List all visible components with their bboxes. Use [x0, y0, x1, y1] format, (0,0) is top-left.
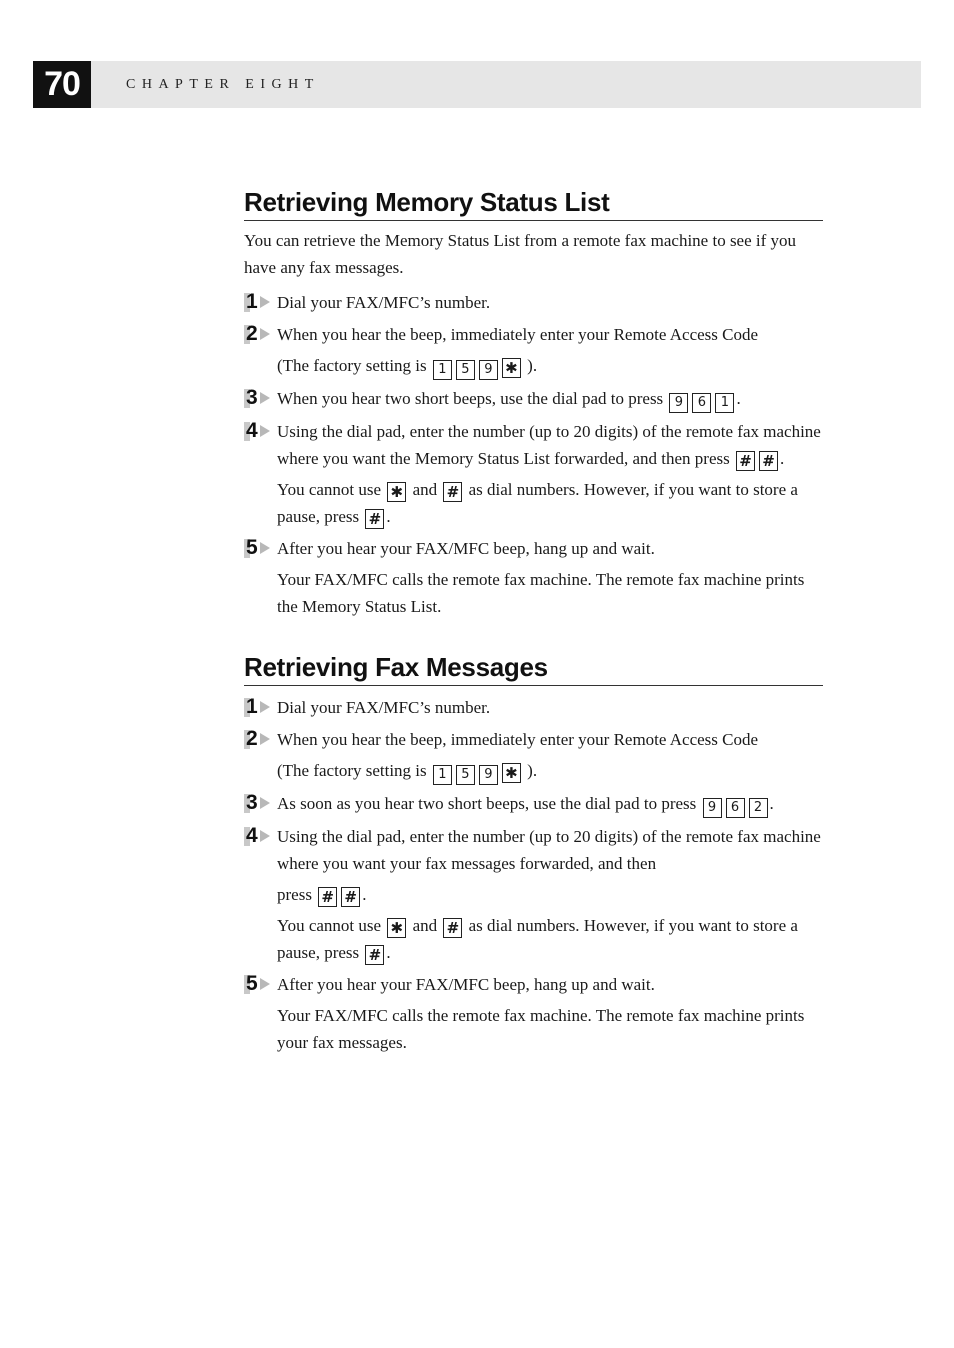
step-3: 3 As soon as you hear two short beeps, use the dial pad to press 9 6 2 .	[244, 790, 823, 818]
step-number: 4	[246, 824, 258, 847]
step-text: Using the dial pad, enter the number (up to 20 digits) of the remote fax machine where you want the Memory Status List forwarded, and then press	[277, 422, 821, 468]
key-9: 9	[669, 393, 688, 413]
step-arrow-icon	[260, 392, 270, 404]
section-title-fax-messages: Retrieving Fax Messages	[244, 650, 823, 686]
step-1	[244, 694, 823, 721]
step-number: 1	[246, 290, 258, 313]
step-number: 3	[246, 791, 258, 814]
key-hash-icon: #	[443, 482, 462, 502]
page-number: 70	[33, 61, 91, 108]
step-number: 2	[246, 727, 258, 750]
key-star-icon: ✱	[502, 358, 521, 378]
step-number: 4	[246, 419, 258, 442]
step-text: Dial your FAX/MFC’s number.	[277, 698, 491, 717]
key-6: 6	[726, 798, 745, 818]
key-9: 9	[703, 798, 722, 818]
step-arrow-icon	[260, 830, 270, 842]
step-note: (The factory setting is 1 5 9 ✱ ).	[244, 352, 823, 380]
key-hash-icon: #	[365, 509, 384, 529]
step-2	[244, 726, 823, 753]
step-3: 3 When you hear two short beeps, use the dial pad to press 9 6 1 .	[244, 385, 823, 413]
step-arrow-icon	[260, 701, 270, 713]
key-5: 5	[456, 765, 475, 785]
key-hash-icon: #	[365, 945, 384, 965]
key-hash-icon: #	[759, 451, 778, 471]
step-number: 3	[246, 386, 258, 409]
step-text: After you hear your FAX/MFC beep, hang up and wait.	[277, 539, 655, 558]
step-arrow-icon	[260, 797, 270, 809]
step-note: press # # .	[277, 885, 367, 906]
step-4	[244, 823, 823, 877]
step-note: Your FAX/MFC calls the remote fax machine. The remote fax machine prints the Memory Status List.	[277, 570, 805, 616]
key-9: 9	[479, 360, 498, 380]
step-text: When you hear the beep, immediately enter your Remote Access Code	[277, 325, 759, 344]
key-star-icon: ✱	[387, 918, 406, 938]
step-number: 5	[246, 536, 258, 559]
section-intro: You can retrieve the Memory Status List from a remote fax machine to see if you have any fax messages.	[244, 231, 797, 277]
key-1: 1	[433, 765, 452, 785]
page-content	[244, 185, 823, 1056]
key-star-icon: ✱	[387, 482, 406, 502]
key-6: 6	[692, 393, 711, 413]
step-text: Dial your FAX/MFC’s number.	[277, 293, 491, 312]
step-text: Using the dial pad, enter the number (up to 20 digits) of the remote fax machine where you want your fax messages forwarded, and then	[277, 827, 821, 873]
key-hash-icon: #	[318, 887, 337, 907]
chapter-title: CHAPTER EIGHT	[126, 77, 320, 92]
step-arrow-icon	[260, 328, 270, 340]
step-note: You cannot use ✱ and # as dial numbers. However, if you want to store a pause, press # .	[277, 916, 798, 964]
step-5	[244, 535, 823, 562]
key-1: 1	[715, 393, 734, 413]
step-arrow-icon	[260, 296, 270, 308]
step-number: 5	[246, 972, 258, 995]
step-text: When you hear the beep, immediately enter your Remote Access Code	[277, 730, 759, 749]
step-number: 2	[246, 322, 258, 345]
step-2	[244, 321, 823, 348]
step-arrow-icon	[260, 542, 270, 554]
key-2: 2	[749, 798, 768, 818]
key-9: 9	[479, 765, 498, 785]
step-arrow-icon	[260, 425, 270, 437]
step-5	[244, 971, 823, 998]
step-note: You cannot use ✱ and # as dial numbers. However, if you want to store a pause, press # .	[277, 480, 798, 528]
key-hash-icon: #	[736, 451, 755, 471]
step-number: 1	[246, 695, 258, 718]
step-4: 4 Using the dial pad, enter the number (up to 20 digits) of the remote fax machine where you want the Memory Status List forwarded, and then press # # .	[246, 419, 821, 470]
key-hash-icon: #	[443, 918, 462, 938]
step-arrow-icon	[260, 733, 270, 745]
key-1: 1	[433, 360, 452, 380]
section-title-memory-status: Retrieving Memory Status List	[244, 185, 823, 221]
step-note: (The factory setting is 1 5 9 ✱ ).	[244, 757, 823, 785]
key-hash-icon: #	[341, 887, 360, 907]
step-1	[244, 289, 823, 316]
step-text: When you hear two short beeps, use the dial pad to press	[277, 389, 664, 408]
step-text: As soon as you hear two short beeps, use the dial pad to press	[277, 794, 697, 813]
key-star-icon: ✱	[502, 763, 521, 783]
step-text: After you hear your FAX/MFC beep, hang up and wait.	[277, 975, 655, 994]
step-note: Your FAX/MFC calls the remote fax machine. The remote fax machine prints your fax messages.	[277, 1006, 805, 1052]
step-arrow-icon	[260, 978, 270, 990]
key-5: 5	[456, 360, 475, 380]
